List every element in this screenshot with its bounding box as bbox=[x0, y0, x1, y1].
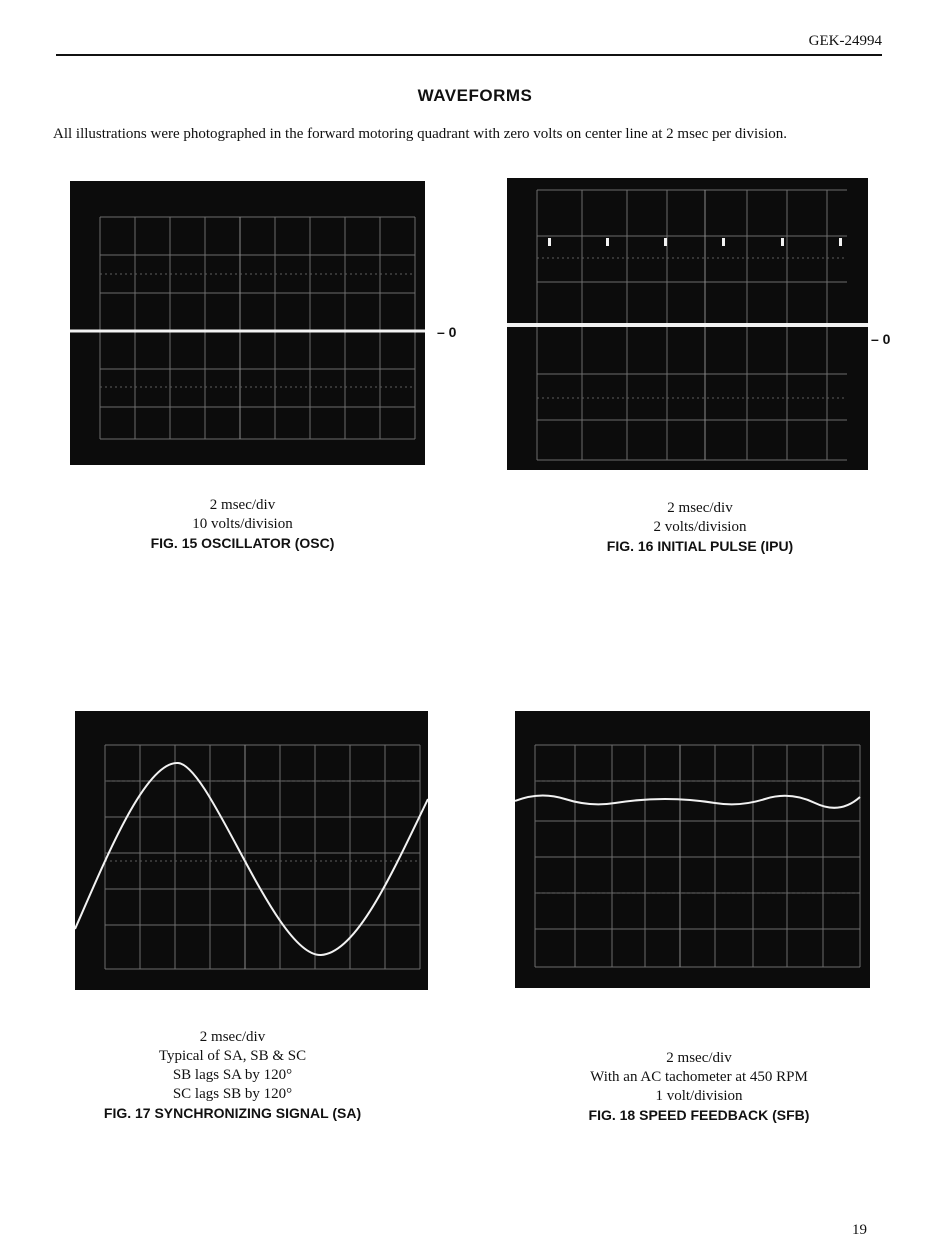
fig17-sine-trace bbox=[75, 763, 428, 955]
fig18-scale: 1 volt/division bbox=[655, 1088, 743, 1104]
fig15-title: FIG. 15 OSCILLATOR (OSC) bbox=[150, 535, 335, 551]
fig17-sync-signal-photo bbox=[75, 711, 428, 990]
fig17-sc-note: SC lags SB by 120° bbox=[172, 1086, 293, 1102]
header-rule bbox=[56, 54, 882, 56]
fig18-title: FIG. 18 SPEED FEEDBACK (SFB) bbox=[588, 1107, 810, 1123]
intro-paragraph: All illustrations were photographed in the forward motoring quadrant with zero volts on center line at 2 msec per division. bbox=[53, 126, 787, 142]
page-title: WAVEFORMS bbox=[417, 86, 533, 105]
fig18-timebase: 2 msec/div bbox=[666, 1050, 732, 1066]
fig15-oscillator-photo bbox=[70, 181, 425, 465]
fig18-speed-feedback-photo bbox=[515, 711, 870, 988]
fig16-timebase: 2 msec/div bbox=[667, 500, 733, 516]
doc-number: GEK-24994 bbox=[808, 33, 882, 49]
fig15-timebase: 2 msec/div bbox=[209, 497, 276, 513]
page-number: 19 bbox=[852, 1222, 867, 1238]
fig15-zero-marker: – 0 bbox=[437, 324, 457, 340]
fig16-title: FIG. 16 INITIAL PULSE (IPU) bbox=[606, 538, 794, 554]
fig17-timebase: 2 msec/div bbox=[199, 1029, 266, 1045]
fig18-ripple-trace bbox=[515, 795, 860, 807]
fig16-caption bbox=[520, 499, 880, 556]
fig16-zero-marker: – 0 bbox=[871, 331, 891, 347]
fig16-initial-pulse-photo bbox=[507, 178, 868, 470]
fig15-caption bbox=[70, 496, 415, 553]
fig15-scale: 10 volts/division bbox=[192, 516, 293, 532]
fig17-caption bbox=[55, 1028, 410, 1123]
fig18-caption bbox=[518, 1049, 880, 1125]
fig17-title: FIG. 17 SYNCHRONIZING SIGNAL (SA) bbox=[103, 1105, 362, 1121]
fig18-tach-note: With an AC tachometer at 450 RPM bbox=[590, 1069, 808, 1085]
fig17-sb-note: SB lags SA by 120° bbox=[172, 1067, 293, 1083]
fig16-scale: 2 volts/division bbox=[653, 519, 747, 535]
fig16-pulse-marks bbox=[548, 238, 842, 246]
fig17-typical-note: Typical of SA, SB & SC bbox=[158, 1048, 307, 1064]
